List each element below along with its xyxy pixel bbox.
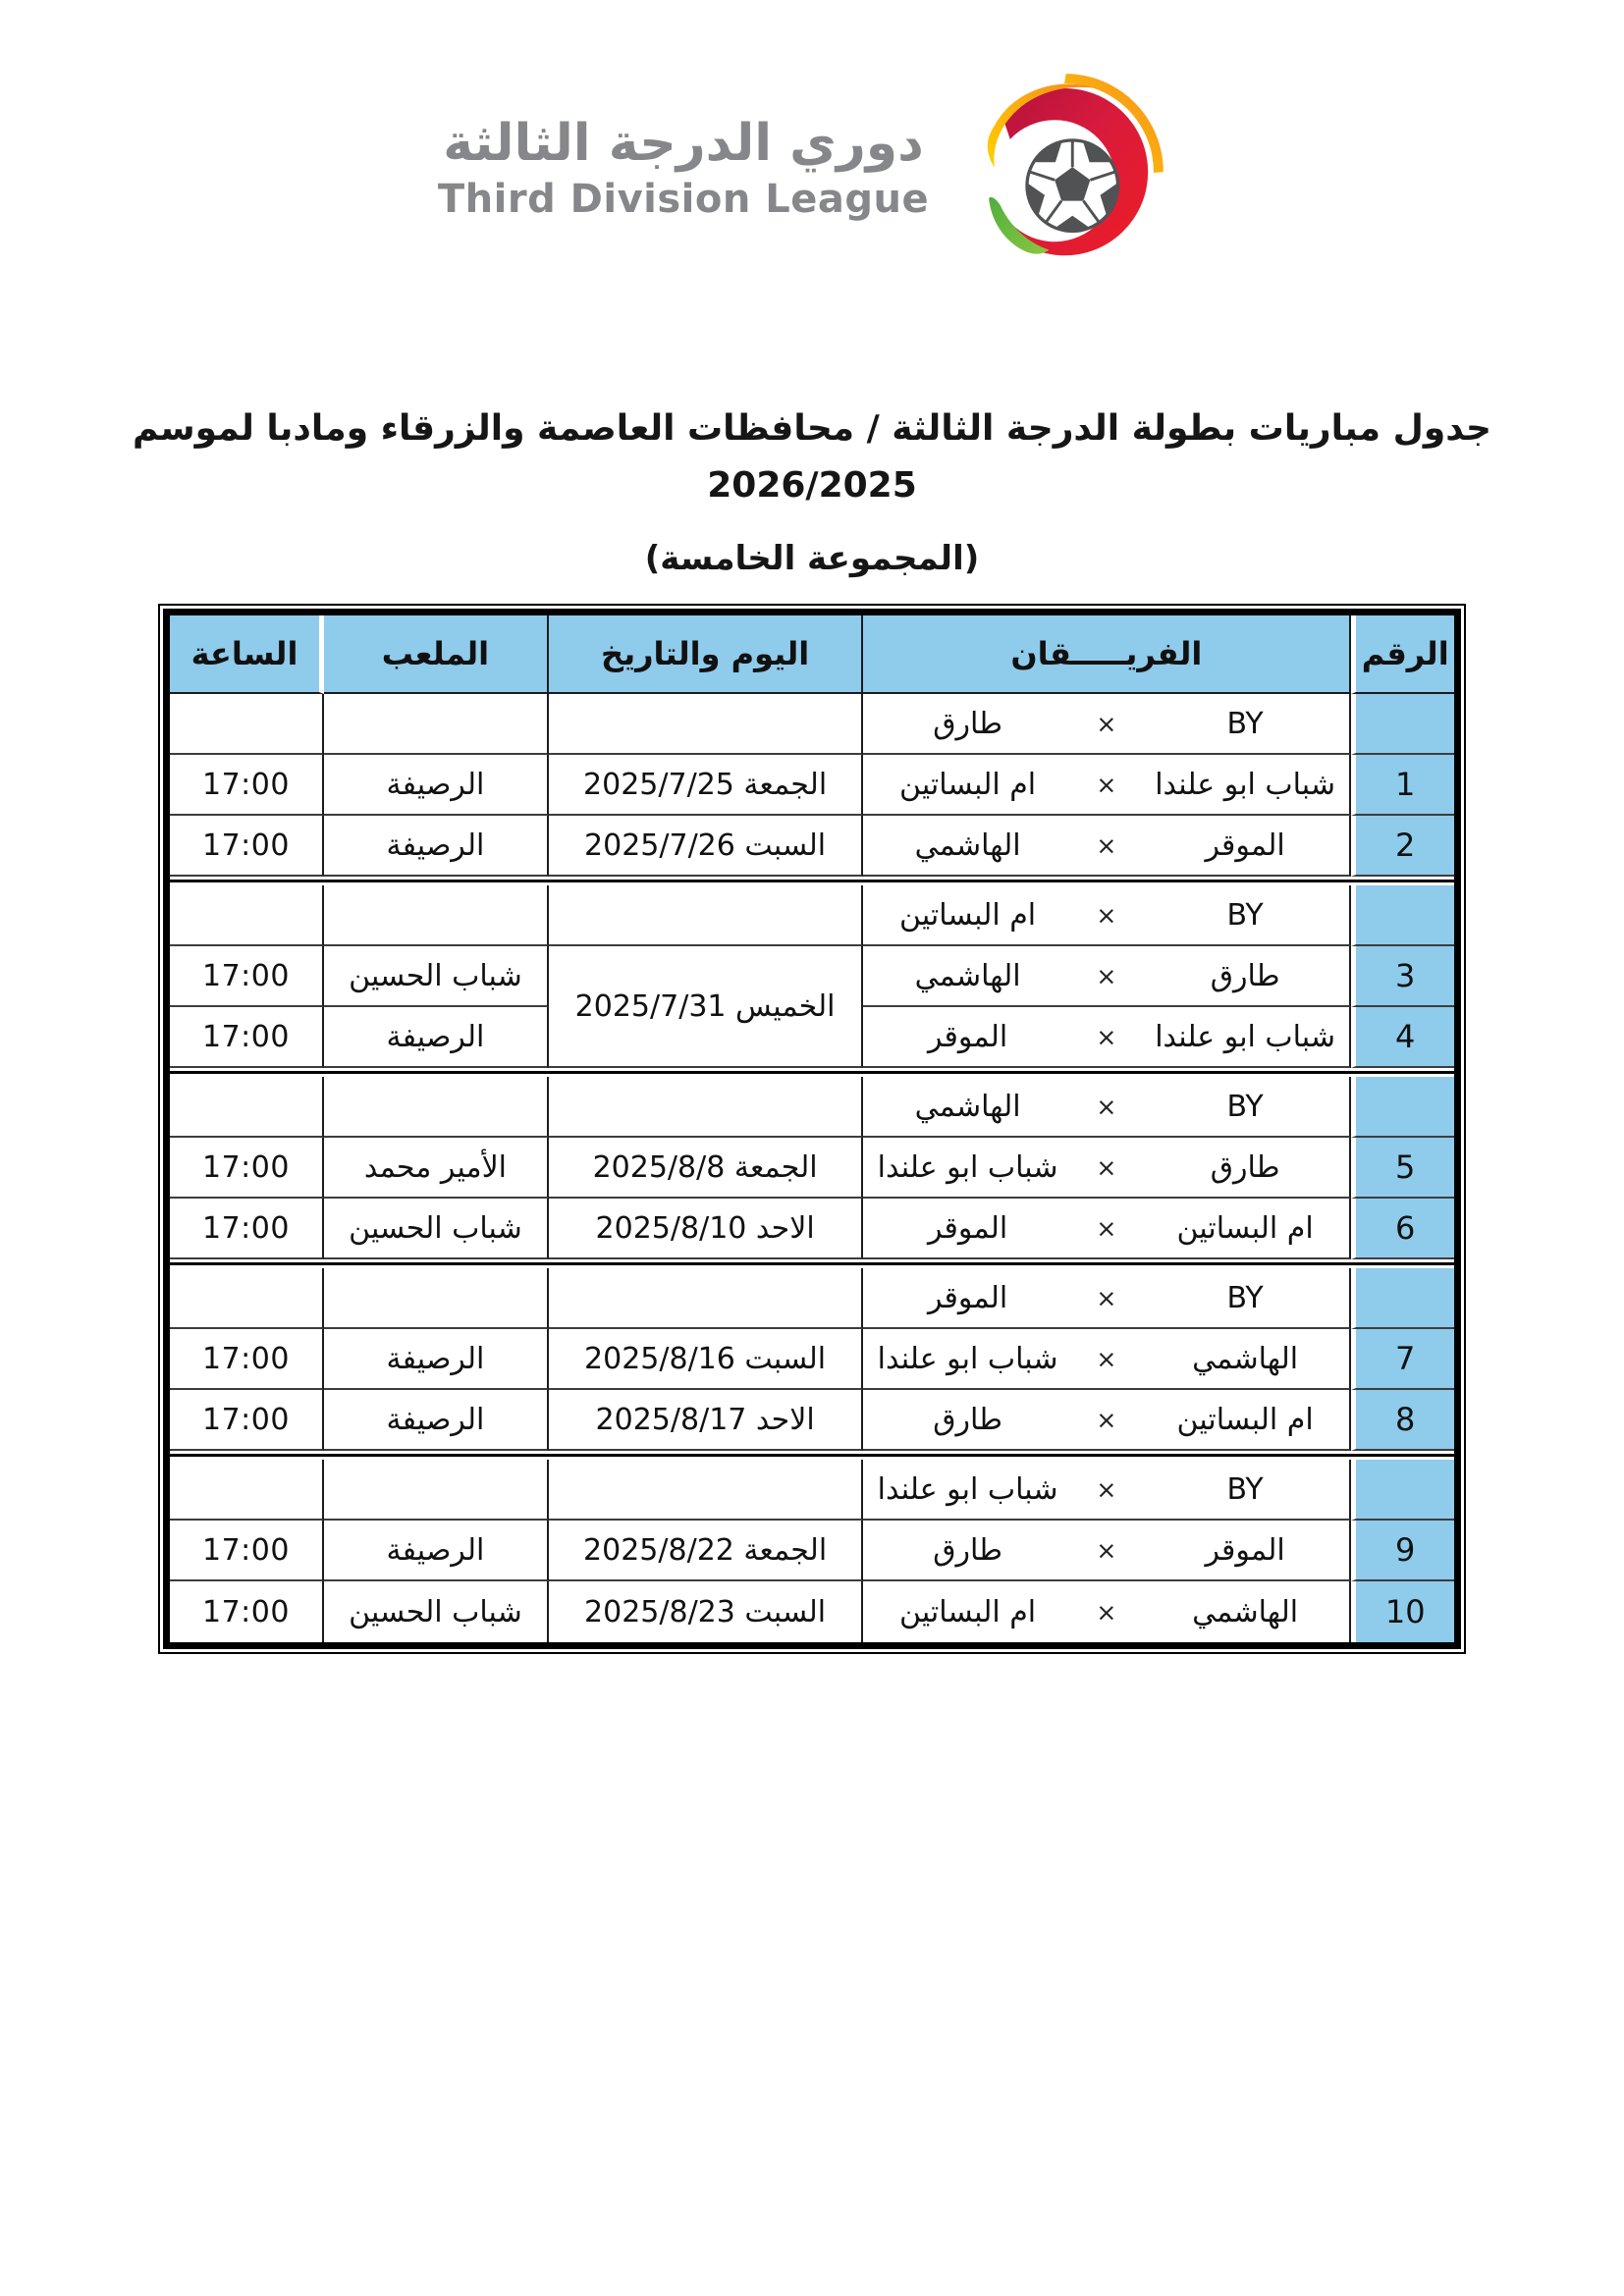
teams-line bbox=[863, 1150, 1349, 1185]
stadium-cell: شباب الحسين bbox=[324, 1581, 549, 1642]
separator-bar bbox=[170, 1068, 1454, 1077]
teams-line bbox=[863, 1472, 1349, 1507]
match-number-cell: 5 bbox=[1351, 1138, 1454, 1199]
header-number: الرقم bbox=[1351, 615, 1454, 694]
match-row bbox=[170, 1521, 1454, 1581]
vs-symbol: × bbox=[1096, 1474, 1117, 1504]
title-block bbox=[0, 400, 1624, 513]
match-row bbox=[170, 946, 1454, 1007]
team-first: الهاشمي bbox=[1192, 1594, 1299, 1629]
match-number-cell: 1 bbox=[1351, 755, 1454, 816]
league-logo-text bbox=[438, 115, 929, 221]
vs-symbol: × bbox=[1096, 1213, 1117, 1243]
team-first: BY bbox=[1226, 897, 1264, 933]
stadium-cell: الرصيفة bbox=[324, 1329, 549, 1390]
vs-symbol: × bbox=[1096, 1152, 1117, 1182]
time-cell bbox=[170, 885, 324, 946]
teams-line bbox=[863, 1403, 1349, 1437]
stadium-cell: الرصيفة bbox=[324, 755, 549, 816]
teams-line bbox=[863, 1211, 1349, 1246]
time-cell: 17:00 bbox=[170, 1199, 324, 1259]
team-first: BY bbox=[1226, 1471, 1264, 1507]
date-cell: السبت 2025/8/16 bbox=[549, 1329, 863, 1390]
date-cell bbox=[549, 885, 863, 946]
team-second: طارق bbox=[933, 1532, 1002, 1568]
stadium-cell bbox=[324, 885, 549, 946]
date-cell: السبت 2025/8/23 bbox=[549, 1581, 863, 1642]
match-number-cell bbox=[1351, 885, 1454, 946]
match-number-cell bbox=[1351, 1460, 1454, 1521]
bye-teams-cell bbox=[863, 1460, 1351, 1521]
date-cell: الجمعة 2025/8/22 bbox=[549, 1521, 863, 1581]
page-subtitle: (المجموعة الخامسة) bbox=[644, 539, 980, 579]
time-cell: 17:00 bbox=[170, 755, 324, 816]
teams-line bbox=[863, 959, 1349, 993]
team-second: شباب ابو علندا bbox=[877, 1341, 1058, 1376]
stadium-cell: الرصيفة bbox=[324, 816, 549, 877]
separator-bar bbox=[170, 877, 1454, 885]
vs-symbol: × bbox=[1096, 1535, 1117, 1565]
vs-symbol: × bbox=[1096, 1092, 1117, 1121]
match-number-cell: 9 bbox=[1351, 1521, 1454, 1581]
teams-line bbox=[863, 1342, 1349, 1376]
vs-symbol: × bbox=[1096, 1022, 1117, 1051]
teams-line bbox=[863, 828, 1349, 863]
time-cell bbox=[170, 1460, 324, 1521]
header-stadium: الملعب bbox=[324, 615, 549, 694]
time-cell bbox=[170, 694, 324, 755]
time-cell: 17:00 bbox=[170, 1007, 324, 1068]
vs-symbol: × bbox=[1096, 830, 1117, 860]
stadium-cell bbox=[324, 694, 549, 755]
stadium-cell: الرصيفة bbox=[324, 1007, 549, 1068]
bye-teams-cell bbox=[863, 1077, 1351, 1138]
match-row bbox=[170, 816, 1454, 877]
teams-cell bbox=[863, 1199, 1351, 1259]
page-title-line1: جدول مباريات بطولة الدرجة الثالثة / محافظات العاصمة والزرقاء ومادبا لموسم bbox=[133, 408, 1491, 449]
vs-symbol: × bbox=[1096, 770, 1117, 799]
vs-symbol: × bbox=[1096, 1405, 1117, 1434]
team-first: الهاشمي bbox=[1192, 1341, 1299, 1376]
teams-line bbox=[863, 768, 1349, 802]
date-cell bbox=[549, 694, 863, 755]
team-second: الهاشمي bbox=[914, 1089, 1021, 1124]
team-second: الهاشمي bbox=[914, 828, 1021, 863]
team-first: ام البساتين bbox=[1176, 1402, 1314, 1437]
team-first: الموقر bbox=[1205, 1532, 1285, 1568]
schedule-table-frame bbox=[158, 604, 1466, 1654]
bye-row bbox=[170, 885, 1454, 946]
date-cell bbox=[549, 1460, 863, 1521]
team-first: شباب ابو علندا bbox=[1155, 1019, 1335, 1054]
bye-teams-cell bbox=[863, 694, 1351, 755]
stadium-cell bbox=[324, 1268, 549, 1329]
league-logo-emblem-icon bbox=[943, 41, 1186, 294]
teams-line bbox=[863, 1281, 1349, 1315]
team-first: طارق bbox=[1210, 1149, 1280, 1185]
stadium-cell: شباب الحسين bbox=[324, 946, 549, 1007]
team-first: طارق bbox=[1210, 958, 1280, 993]
bye-teams-cell bbox=[863, 885, 1351, 946]
team-second: طارق bbox=[933, 706, 1002, 741]
teams-cell bbox=[863, 1581, 1351, 1642]
date-cell: السبت 2025/7/26 bbox=[549, 816, 863, 877]
bye-row bbox=[170, 1077, 1454, 1138]
bye-row bbox=[170, 1460, 1454, 1521]
match-number-cell bbox=[1351, 1268, 1454, 1329]
teams-cell bbox=[863, 1329, 1351, 1390]
team-first: شباب ابو علندا bbox=[1155, 767, 1335, 802]
date-cell: الجمعة 2025/8/8 bbox=[549, 1138, 863, 1199]
vs-symbol: × bbox=[1096, 900, 1117, 930]
time-cell: 17:00 bbox=[170, 1138, 324, 1199]
team-first: الموقر bbox=[1205, 828, 1285, 863]
league-name-arabic: دوري الدرجة الثالثة bbox=[443, 114, 924, 174]
time-cell bbox=[170, 1268, 324, 1329]
time-cell: 17:00 bbox=[170, 946, 324, 1007]
group-separator bbox=[170, 1451, 1454, 1460]
team-second: الموقر bbox=[927, 1280, 1008, 1315]
date-cell bbox=[549, 1077, 863, 1138]
bye-row bbox=[170, 1268, 1454, 1329]
bye-row bbox=[170, 694, 1454, 755]
match-number-cell bbox=[1351, 1077, 1454, 1138]
match-row bbox=[170, 1390, 1454, 1451]
teams-line bbox=[863, 1090, 1349, 1124]
vs-symbol: × bbox=[1096, 961, 1117, 990]
match-number-cell: 10 bbox=[1351, 1581, 1454, 1642]
vs-symbol: × bbox=[1096, 1597, 1117, 1627]
teams-cell bbox=[863, 1521, 1351, 1581]
teams-line bbox=[863, 1533, 1349, 1568]
team-second: الهاشمي bbox=[914, 958, 1021, 993]
stadium-cell: الرصيفة bbox=[324, 1521, 549, 1581]
separator-bar bbox=[170, 1259, 1454, 1268]
team-second: شباب ابو علندا bbox=[877, 1149, 1058, 1185]
group-separator bbox=[170, 1068, 1454, 1077]
team-second: الموقر bbox=[927, 1019, 1008, 1054]
team-second: ام البساتين bbox=[899, 1594, 1037, 1629]
teams-cell bbox=[863, 816, 1351, 877]
teams-line bbox=[863, 707, 1349, 741]
header-time: الساعة bbox=[170, 615, 324, 694]
teams-cell bbox=[863, 1390, 1351, 1451]
teams-cell bbox=[863, 1138, 1351, 1199]
league-name-english: Third Division League bbox=[437, 176, 930, 222]
match-row bbox=[170, 1138, 1454, 1199]
match-row bbox=[170, 1329, 1454, 1390]
stadium-cell: الرصيفة bbox=[324, 1390, 549, 1451]
team-first: BY bbox=[1226, 1280, 1264, 1315]
teams-line bbox=[863, 898, 1349, 933]
date-cell: الاحد 2025/8/10 bbox=[549, 1199, 863, 1259]
team-second: ام البساتين bbox=[899, 897, 1037, 933]
teams-line bbox=[863, 1595, 1349, 1629]
schedule-table-body bbox=[170, 694, 1454, 1642]
group-separator bbox=[170, 1259, 1454, 1268]
date-cell: الاحد 2025/8/17 bbox=[549, 1390, 863, 1451]
match-number-cell bbox=[1351, 694, 1454, 755]
separator-bar bbox=[170, 1451, 1454, 1460]
match-number-cell: 7 bbox=[1351, 1329, 1454, 1390]
league-logo-block bbox=[0, 0, 1624, 294]
stadium-cell: الأمير محمد bbox=[324, 1138, 549, 1199]
match-row bbox=[170, 1581, 1454, 1642]
team-first: BY bbox=[1226, 706, 1264, 741]
match-number-cell: 2 bbox=[1351, 816, 1454, 877]
vs-symbol: × bbox=[1096, 709, 1117, 738]
teams-cell bbox=[863, 946, 1351, 1007]
time-cell: 17:00 bbox=[170, 1581, 324, 1642]
vs-symbol: × bbox=[1096, 1344, 1117, 1373]
team-first: ام البساتين bbox=[1176, 1210, 1314, 1246]
date-cell-merged: الخميس 2025/7/31 bbox=[549, 946, 863, 1068]
time-cell: 17:00 bbox=[170, 1390, 324, 1451]
bye-teams-cell bbox=[863, 1268, 1351, 1329]
team-second: ام البساتين bbox=[899, 767, 1037, 802]
team-second: شباب ابو علندا bbox=[877, 1471, 1058, 1507]
schedule-table bbox=[163, 609, 1461, 1649]
date-cell bbox=[549, 1268, 863, 1329]
teams-cell bbox=[863, 755, 1351, 816]
vs-symbol: × bbox=[1096, 1283, 1117, 1312]
time-cell: 17:00 bbox=[170, 816, 324, 877]
match-number-cell: 6 bbox=[1351, 1199, 1454, 1259]
match-number-cell: 4 bbox=[1351, 1007, 1454, 1068]
time-cell: 17:00 bbox=[170, 1521, 324, 1581]
match-row bbox=[170, 1199, 1454, 1259]
team-second: طارق bbox=[933, 1402, 1002, 1437]
match-number-cell: 3 bbox=[1351, 946, 1454, 1007]
table-header-row bbox=[170, 615, 1454, 694]
match-row bbox=[170, 755, 1454, 816]
group-separator bbox=[170, 877, 1454, 885]
stadium-cell bbox=[324, 1077, 549, 1138]
header-datetime: اليوم والتاريخ bbox=[549, 615, 863, 694]
stadium-cell bbox=[324, 1460, 549, 1521]
header-teams: الفريـــــقان bbox=[863, 615, 1351, 694]
teams-cell bbox=[863, 1007, 1351, 1068]
team-second: الموقر bbox=[927, 1210, 1008, 1246]
match-number-cell: 8 bbox=[1351, 1390, 1454, 1451]
team-first: BY bbox=[1226, 1089, 1264, 1124]
time-cell bbox=[170, 1077, 324, 1138]
stadium-cell: شباب الحسين bbox=[324, 1199, 549, 1259]
time-cell: 17:00 bbox=[170, 1329, 324, 1390]
teams-line bbox=[863, 1020, 1349, 1054]
page-title-line2: 2026/2025 bbox=[707, 464, 917, 506]
date-cell: الجمعة 2025/7/25 bbox=[549, 755, 863, 816]
